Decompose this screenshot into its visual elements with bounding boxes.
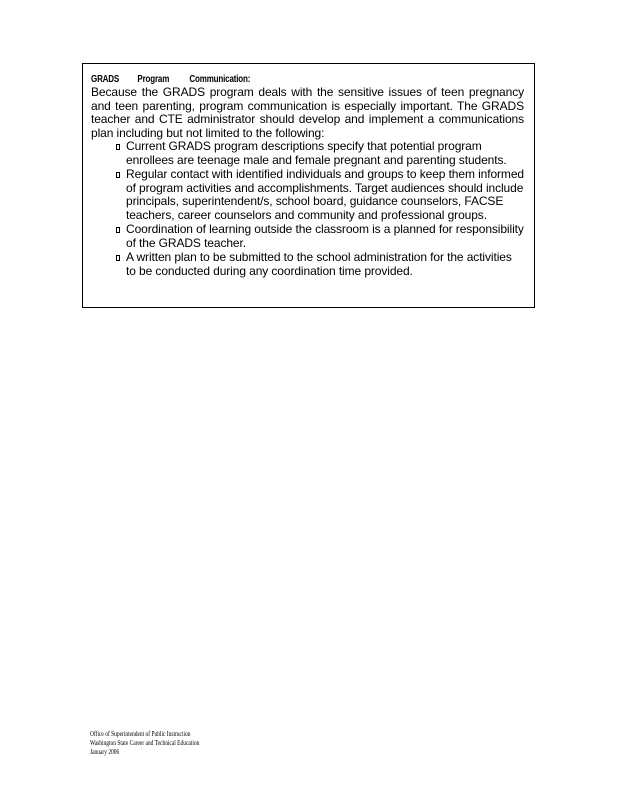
list-item (117, 168, 524, 222)
list-item (117, 223, 524, 250)
section-heading (91, 73, 437, 86)
content-box (82, 63, 535, 308)
bullet-icon (116, 255, 120, 261)
list-item-text: A written plan to be submitted to the school administration for the activities to be conducted during any coordination time provided. (126, 250, 512, 278)
list-item-text: Regular contact with identified individuals and groups to keep them informed of program activities and accomplishments. Target audiences should include principals, superintendent/s, school board, guidance counselors, FACSE teachers, career counselors and community and professional groups. (126, 167, 524, 222)
footer-line-office: Office of Superintendent of Public Instruction (90, 730, 191, 738)
list-item (117, 251, 524, 278)
list-item-text: Current GRADS program descriptions specify that potential program enrollees are teenage male and female pregnant and parenting students. (126, 139, 507, 167)
bullet-icon (116, 227, 120, 233)
list-item-text: Coordination of learning outside the classroom is a planned for responsibility of the GRADS teacher. (126, 222, 524, 250)
bullet-list (91, 140, 524, 278)
bullet-icon (116, 144, 120, 150)
footer-line-department: Washington State Career and Technical Education (90, 739, 200, 747)
footer-line-date: January 2006 (90, 748, 120, 756)
heading-part-communication: Communication: (189, 74, 251, 85)
bullet-icon (116, 172, 120, 178)
section-paragraph: Because the GRADS program deals with the sensitive issues of teen pregnancy and teen parenting, program communication is especially important. The GRADS teacher and CTE administrator should develop and implement a communications plan including but not limited to the following: (91, 85, 524, 140)
heading-part-program: Program (137, 74, 170, 85)
page-footer (90, 730, 199, 757)
list-item (117, 140, 524, 167)
heading-part-grads: GRADS (91, 74, 120, 85)
